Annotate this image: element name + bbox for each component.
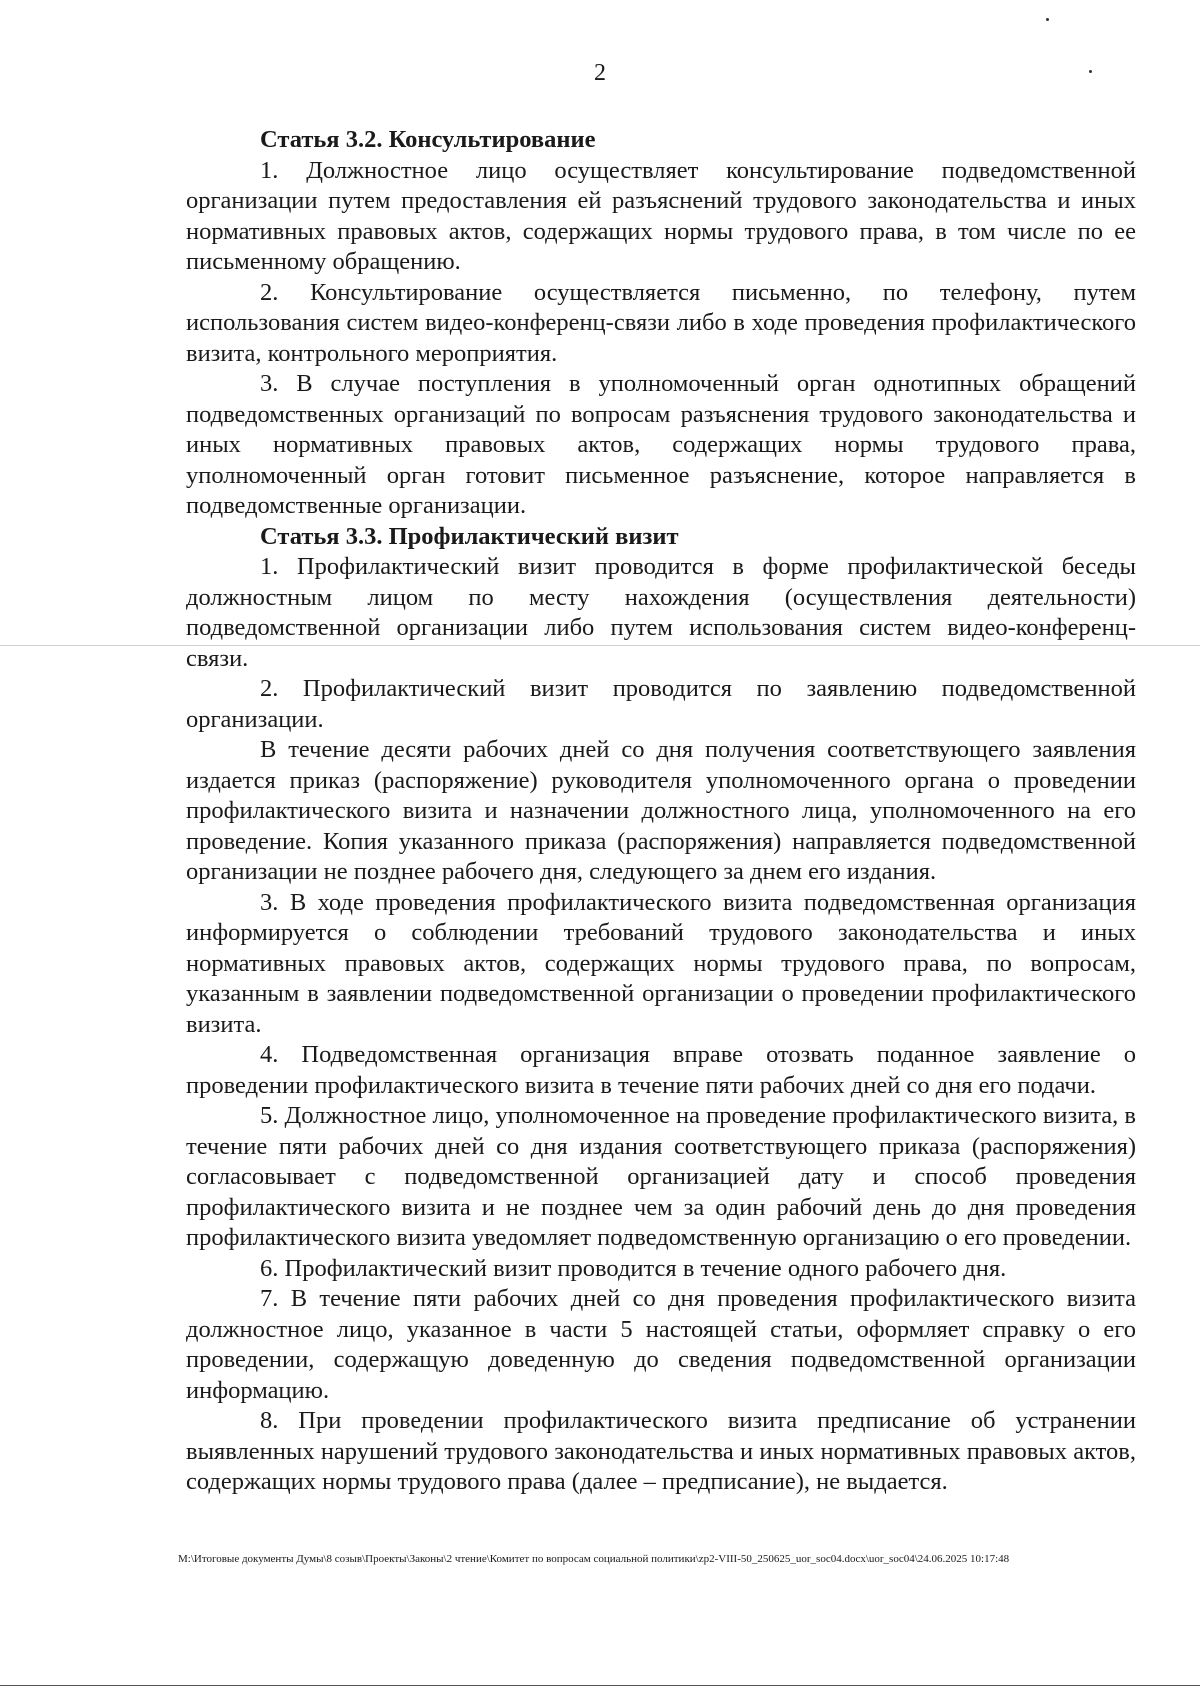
paragraph: 2. Консультирование осуществляется письменно, по телефону, путем использования систем видео-конференц-связи либо в ходе проведения профилактического визита, контрольного мероприятия. <box>186 278 1136 367</box>
paragraph: 2. Профилактический визит проводится по заявлению подведомственной организации. <box>186 675 1136 733</box>
page-bottom-edge <box>0 1685 1200 1686</box>
article-heading: Статья 3.2. Консультирование <box>260 126 596 153</box>
article-3-2 <box>186 125 1136 522</box>
paragraph: 1. Профилактический визит проводится в форме профилактической беседы должностным лицом по месту нахождения (осуществления деятельности) подведомственной организации либо путем использования систем видео-конференц-связи. <box>186 553 1136 672</box>
paragraph: 8. При проведении профилактического визита предписание об устранении выявленных нарушений трудового законодательства и иных нормативных правовых актов, содержащих нормы трудового права (далее – предписание), не выдается. <box>186 1407 1136 1495</box>
article-heading: Статья 3.3. Профилактический визит <box>260 522 679 550</box>
paragraph: 1. Должностное лицо осуществляет консультирование подведомственной организации путем предоставления ей разъяснений трудового законодательства и иных нормативных правовых актов, содержащих нормы трудового права, в том числе по ее письменному обращению. <box>186 156 1136 275</box>
article-3-3 <box>186 522 1136 1498</box>
scan-speck <box>1089 70 1092 73</box>
paragraph: 5. Должностное лицо, уполномоченное на проведение профилактического визита, в течение пяти рабочих дней со дня издания соответствующего приказа (распоряжения) согласовывает с подведомственной организацией дату и способ проведения профилактического визита и не позднее чем за один рабочий день до дня проведения профилактического визита уведомляет подведомственную организацию о его проведении. <box>186 1102 1136 1251</box>
page-number: 2 <box>594 60 606 86</box>
paragraph: 3. В случае поступления в уполномоченный орган однотипных обращений подведомственных организаций по вопросам разъяснения трудового законодательства и иных нормативных правовых актов, содержащих нормы трудового права, уполномоченный орган готовит письменное разъяснение, которое направляется в подведомственные организации. <box>186 370 1136 519</box>
scan-speck <box>1046 18 1049 21</box>
footer-file-path: M:\Итоговые документы Думы\8 созыв\Проекты\Законы\2 чтение\Комитет по вопросам социальной политики\zp2-VIII-50_250625_uor_soc04.docx\uor_soc04\24.06.2025 10:17:48 <box>178 1553 1010 1565</box>
document-body <box>186 125 1136 1498</box>
paragraph: 4. Подведомственная организация вправе отозвать поданное заявление о проведении профилактического визита в течение пяти рабочих дней со дня его подачи. <box>186 1041 1136 1099</box>
paragraph: 6. Профилактический визит проводится в течение одного рабочего дня. <box>260 1254 1007 1282</box>
paragraph: В течение десяти рабочих дней со дня получения соответствующего заявления издается приказ (распоряжение) руководителя уполномоченного органа о проведении профилактического визита и назначении должностного лица, уполномоченного на его проведение. Копия указанного приказа (распоряжения) направляется подведомственной организации не позднее рабочего дня, следующего за днем его издания. <box>186 736 1136 885</box>
paragraph: 7. В течение пяти рабочих дней со дня проведения профилактического визита должностное лицо, указанное в части 5 настоящей статьи, оформляет справку о его проведении, содержащую доведенную до сведения подведомственной организации информацию. <box>186 1285 1136 1404</box>
paragraph: 3. В ходе проведения профилактического визита подведомственная организация информируется о соблюдении требований трудового законодательства и иных нормативных правовых актов, содержащих нормы трудового права, по вопросам, указанным в заявлении подведомственной организации о проведении профилактического визита. <box>186 888 1136 1038</box>
